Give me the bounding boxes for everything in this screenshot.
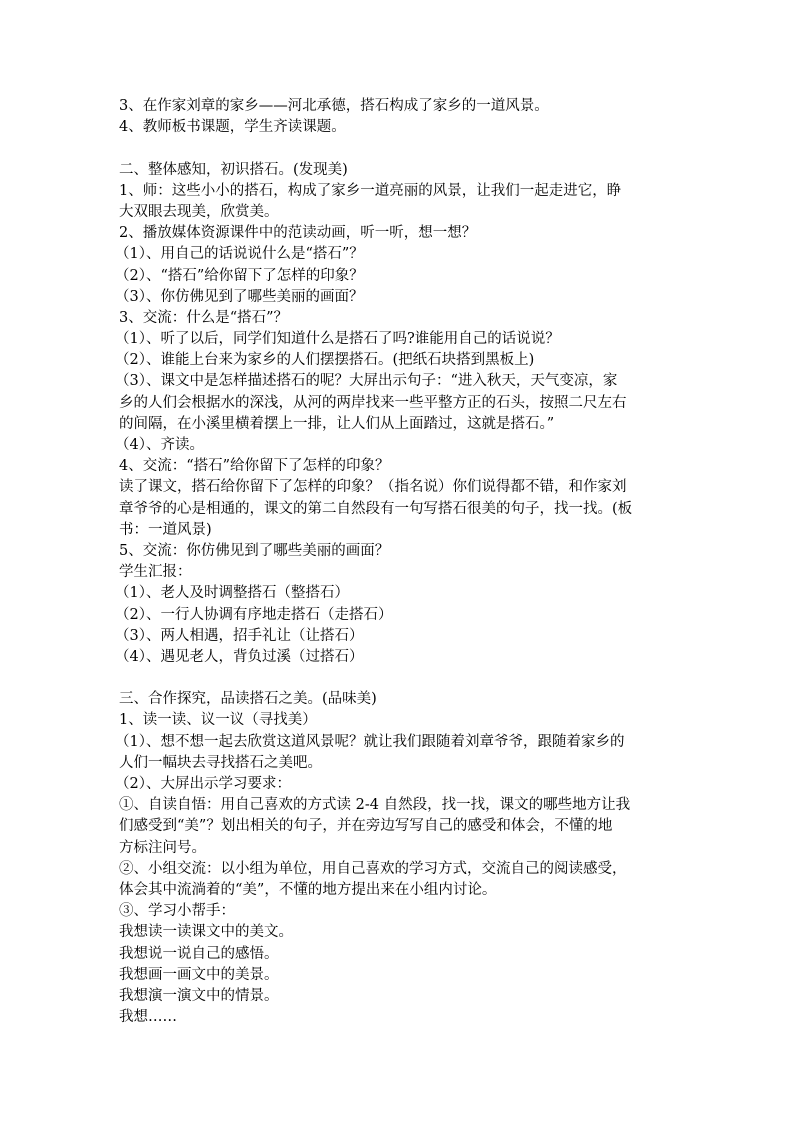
text-line: （2）、大屏出示学习要求： — [115, 776, 291, 792]
text-line: （3）、你仿佛见到了哪些美丽的画面？ — [115, 288, 364, 305]
text-line: （2）、一行人协调有序地走搭石（走搭石） — [115, 606, 393, 623]
blank-line — [119, 668, 679, 689]
text-line: （1）、听了以后，同学们知道什么是搭石了吗?谁能用自己的话说说？ — [115, 331, 560, 348]
text-line: 方标注问号。 — [119, 839, 206, 856]
text-line: ③、学习小帮手： — [119, 903, 235, 920]
text-line: 体会其中流淌着的“美”，不懂的地方提出来在小组内讨论。 — [119, 881, 497, 898]
text-line: 乡的人们会根据水的深浅，从河的两岸找来一些平整方正的石头，按照二尺左右 — [119, 394, 627, 411]
text-line: 我想…… — [119, 1009, 177, 1026]
text-line: 我想画一画文中的美景。 — [119, 966, 279, 983]
text-line: 5、交流：你仿佛见到了哪些美丽的画面？ — [119, 542, 390, 559]
text-line: （3）、课文中是怎样描述搭石的呢？大屏出示句子：“进入秋天，天气变凉，家 — [115, 373, 618, 390]
text-line: 我想说一说自己的感悟。 — [119, 945, 279, 962]
section-heading-3: 三、合作探究，品读搭石之美。(品味美) — [119, 691, 377, 708]
text-line: （1）、用自己的话说说什么是“搭石”？ — [115, 246, 364, 263]
text-line: 的间隔，在小溪里横着摆上一排，让人们从上面踏过，这就是搭石。” — [119, 415, 555, 432]
text-line: （1）、想不想一起去欣赏这道风景呢？就让我们跟随着刘章爷爷，跟随着家乡的 — [115, 733, 625, 750]
text-line: 学生汇报： — [119, 564, 192, 581]
text-line: （3）、两人相遇，招手礼让（让搭石） — [115, 627, 364, 644]
text-line: 2、播放媒体资源课件中的范读动画，听一听，想一想？ — [119, 225, 477, 242]
text-line: 人们一幅块去寻找搭石之美吧。 — [119, 754, 322, 771]
text-line: 书：一道风景) — [119, 521, 212, 538]
text-line: 1、师：这些小小的搭石，构成了家乡一道亮丽的风景，让我们一起走进它，睁 — [119, 182, 622, 199]
text-line: 3、在作家刘章的家乡——河北承德，搭石构成了家乡的一道风景。 — [119, 98, 549, 114]
text-line: 们感受到“美”？划出相关的句子，并在旁边写写自己的感受和体会，不懂的地 — [119, 818, 613, 835]
text-line: （2）、“搭石”给你留下了怎样的印象？ — [115, 267, 364, 284]
text-line: 读了课文，搭石给你留下了怎样的印象？（指名说）你们说得都不错，和作家刘 — [119, 479, 627, 496]
text-line: （4）、齐读。 — [115, 437, 204, 453]
text-line: （4）、遇见老人，背负过溪（过搭石） — [115, 648, 364, 665]
text-line: 章爷爷的心是相通的，课文的第二自然段有一句写搭石很美的句子，找一找。(板 — [119, 500, 633, 517]
text-line: 1、读一读、议一议（寻找美） — [119, 712, 317, 729]
text-line: ②、小组交流：以小组为单位，用自己喜欢的学习方式，交流自己的阅读感受， — [119, 860, 627, 877]
text-line: 我想演一演文中的情景。 — [119, 987, 279, 1004]
text-line: 3、交流：什么是“搭石”？ — [119, 309, 289, 326]
text-line: 4、教师板书课题，学生齐读课题。 — [119, 119, 346, 136]
text-line: （1）、老人及时调整搭石（整搭石） — [115, 585, 349, 602]
text-line: 大双眼去现美，欣赏美。 — [119, 203, 279, 220]
text-line: 我想读一读课文中的美文。 — [119, 924, 293, 941]
blank-line — [119, 138, 679, 159]
text-line: ①、自读自悟：用自己喜欢的方式读 2-4 自然段，找一找，课文的哪些地方让我 — [119, 797, 631, 814]
text-line: （2）、谁能上台来为家乡的人们摆摆搭石。(把纸石块搭到黑板上) — [115, 352, 535, 369]
section-heading-2: 二、整体感知，初识搭石。(发现美) — [119, 161, 348, 178]
lesson-plan-text — [115, 96, 679, 1028]
text-line: 4、交流：“搭石”给你留下了怎样的印象？ — [119, 458, 390, 475]
